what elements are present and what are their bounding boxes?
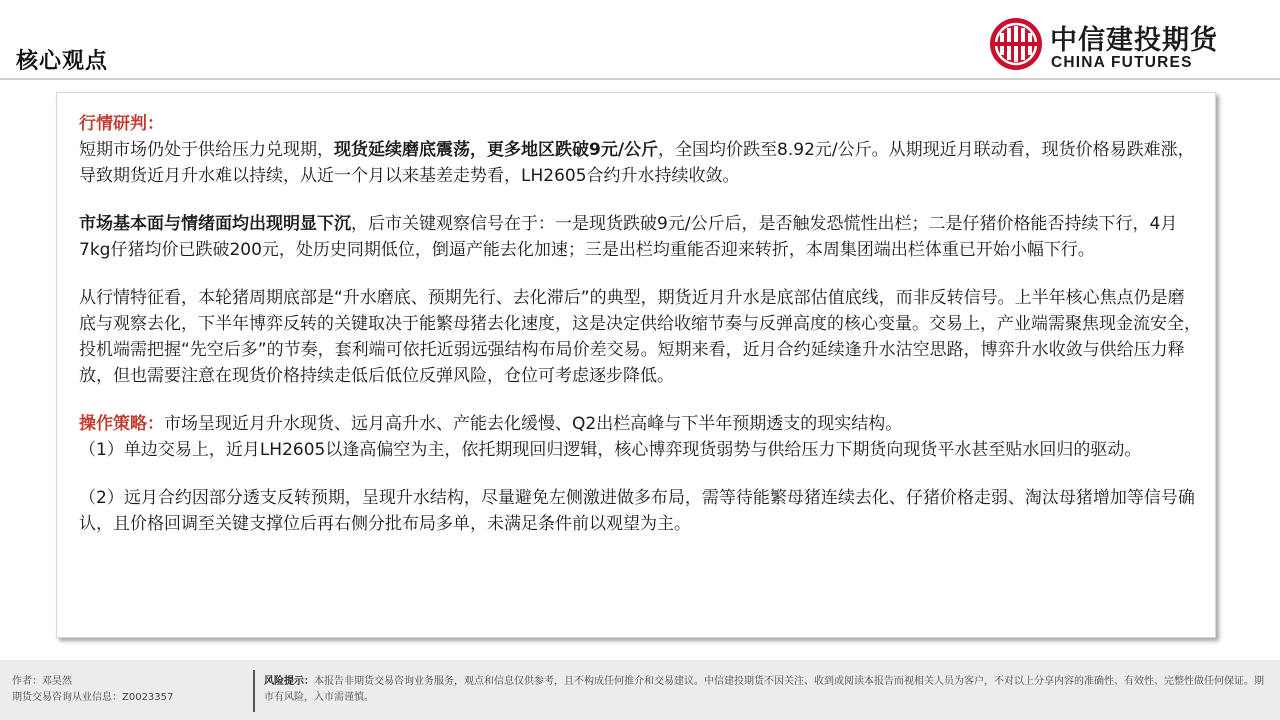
title-divider: [0, 78, 1280, 80]
brand-logo-block: [988, 10, 1268, 76]
brand-name-cn: 中信建投期货: [1050, 25, 1218, 56]
fundamentals-text: ，后市关键观察信号在于：一是现货跌破9元/公斤后，是否触发恐慌性出栏；二是仔猪价格能否持续下行，4月7kg仔猪均价已跌破200元，处历史同期低位，倒逼产能去化加速；三是出栏均重能否迎来转折，本周集团端出栏体重已开始小幅下行。: [79, 214, 1178, 260]
market-judgment-highlight: 现货延续磨底震荡，更多地区跌破9元/公斤: [334, 140, 659, 160]
market-judgment-text-1: 短期市场仍处于供给压力兑现期，: [79, 140, 334, 160]
paragraph-strategy: [79, 411, 1201, 437]
strategy-intro: 市场呈现近月升水现货、远月高升水、产能去化缓慢、Q2出栏高峰与下半年预期透支的现实结构。: [164, 414, 903, 434]
fundamentals-highlight: 市场基本面与情绪面均出现明显下沉: [79, 214, 351, 234]
footer-divider: [253, 670, 255, 712]
strategy-item-1: （1）单边交易上，近月LH2605以逢高偏空为主，依托期现回归逻辑，核心博弈现货弱势与供给压力下期货向现货平水甚至贴水回归的驱动。: [79, 440, 1142, 460]
page-footer: [0, 660, 1280, 720]
license-number: 期货交易咨询从业信息：Z0023357: [12, 692, 174, 703]
author-name: 作者：邓昊然: [12, 676, 72, 687]
paragraph-market-judgment: [79, 111, 1201, 189]
market-judgment-text-2: ，全国均价跌至8.92元/公斤。从期现近月联动看，现货价格易跌难涨，导致期货近月升水难以持续，从近一个月以来基差走势看，LH2605合约升水持续收敛。: [79, 140, 1195, 186]
brand-name-en: CHINA FUTURES: [1051, 54, 1193, 71]
strategy-item-2: （2）远月合约因部分透支反转预期，呈现升水结构，尽量避免左侧激进做多布局，需等待能繁母猪连续去化、仔猪价格走弱、淘汰母猪增加等信号确认，且价格回调至关键支撑位后再右侧分批布局多单，未满足条件前以观望为主。: [79, 488, 1195, 534]
market-judgment-label: 行情研判：: [79, 114, 164, 134]
risk-text: 本报告非期货交易咨询业务服务，观点和信息仅供参考，且不构成任何推介和交易建议。中信建投期货不因关注、收到或阅读本报告而视相关人员为客户，不对以上分享内容的准确性、有效性、完整性做任何保证。期市有风险，入市需谨慎。: [264, 676, 1264, 703]
risk-label: 风险提示：: [264, 676, 314, 687]
citic-logo-icon: [988, 16, 1044, 72]
page-header: [0, 0, 1280, 90]
author-info: [12, 674, 173, 706]
paragraph-cycle-analysis: 从行情特征看，本轮猪周期底部是“升水磨底、预期先行、去化滞后”的典型，期货近月升水是底部估值底线，而非反转信号。上半年核心焦点仍是磨底与观察去化，下半年博弈反转的关键取决于能繁母猪去化速度，这是决定供给收缩节奏与反弹高度的核心变量。交易上，产业端需聚焦现金流安全，投机端需把握“先空后多”的节奏，套利端可依托近弱远强结构布局价差交易。短期来看，近月合约延续逢升水沽空思路，博弈升水收敛与供给压力释放，但也需要注意在现货价格持续走低后低位反弹风险，仓位可考虑逐步降低。: [79, 288, 1201, 386]
paragraph-fundamentals: [79, 211, 1201, 263]
risk-disclaimer: [264, 674, 1264, 706]
page-title: 核心观点: [16, 49, 109, 74]
content-body: [79, 111, 1201, 537]
content-panel: [56, 92, 1216, 638]
strategy-label: 操作策略：: [79, 414, 164, 434]
